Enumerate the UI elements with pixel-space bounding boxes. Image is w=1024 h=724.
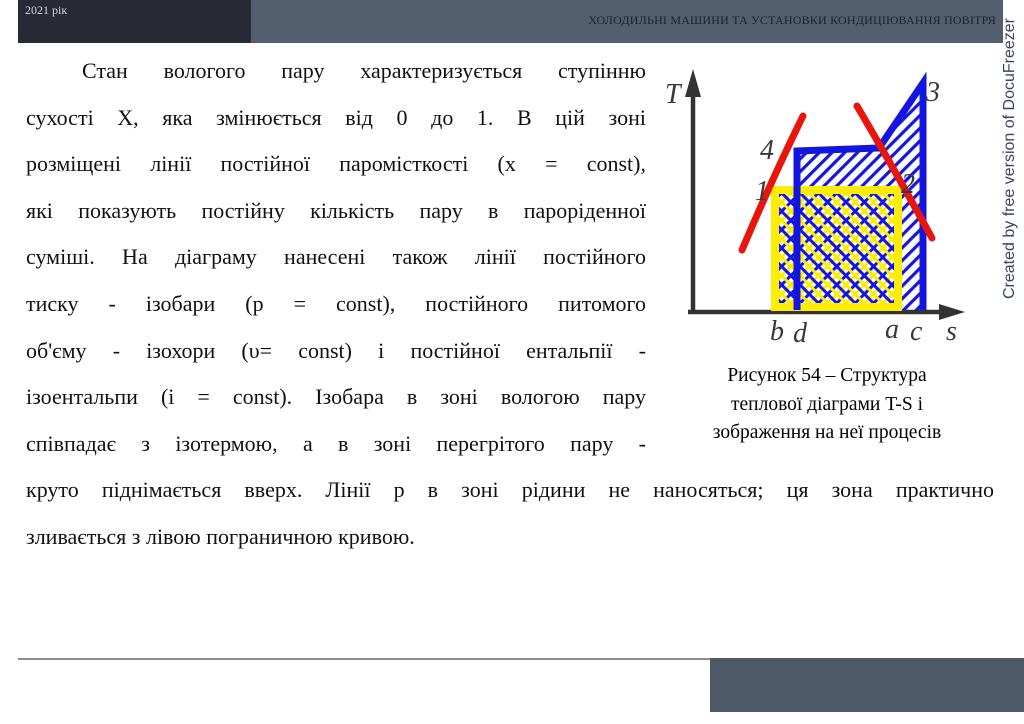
footer-divider bbox=[18, 658, 710, 660]
caption-line: теплової діаграми T-S і bbox=[730, 393, 923, 415]
year-bar bbox=[18, 0, 251, 43]
s-tick-a: a bbox=[885, 314, 899, 345]
text-line: ізоентальпи (і = const). Ізобара в зоні вологою пару bbox=[26, 384, 646, 410]
s-tick-c: c bbox=[910, 316, 923, 347]
year-label: 2021 рік bbox=[25, 3, 68, 17]
paragraph-wide bbox=[26, 467, 994, 560]
text-line: суміші. На діаграму нанесені також лінії постійного bbox=[26, 244, 646, 270]
course-title: ХОЛОДИЛЬНІ МАШИНИ ТА УСТАНОВКИ КОНДИЦІЮВАННЯ ПОВІТРЯ bbox=[588, 13, 996, 27]
text-line: розміщені лінії постійної паромісткості (х = const), bbox=[26, 151, 646, 177]
t-axis-label: T bbox=[665, 79, 681, 110]
text-line: зливається з лівою пограничною кривою. bbox=[26, 523, 415, 549]
header-bar bbox=[251, 0, 1003, 43]
s-tick-d: d bbox=[793, 318, 807, 349]
s-tick-b: b bbox=[770, 316, 784, 347]
s-axis-label: s bbox=[946, 316, 957, 347]
text-line: співпадає з ізотермою, а в зоні перегрітого пару - bbox=[26, 430, 646, 456]
footer-accent-box bbox=[710, 658, 1024, 712]
caption-line: зображення на неї процесів bbox=[712, 422, 942, 443]
t-axis-arrow bbox=[685, 69, 701, 97]
point-label-4: 4 bbox=[760, 135, 774, 166]
text-line: тиску - ізобари (р = const), постійного питомого bbox=[26, 290, 646, 316]
text-line: Стан вологого пару характеризується ступінню bbox=[82, 58, 646, 83]
text-line: які показують постійну кількість пару в пароріденної bbox=[26, 197, 646, 223]
ts-diagram bbox=[660, 55, 1005, 355]
caption-line: Рисунок 54 – Структура bbox=[727, 365, 927, 386]
point-label-1: 1 bbox=[755, 176, 769, 207]
watermark-text: Created by free version of DocuFreezer bbox=[1001, 17, 1018, 299]
paragraph-narrow bbox=[26, 48, 646, 467]
yellow-rect-region bbox=[775, 190, 898, 307]
text-line: круто піднімається вверх. Лінії р в зоні рідини не наносяться; ця зона практично bbox=[26, 477, 994, 502]
text-line: сухості Х, яка змінюється від 0 до 1. В цій зоні bbox=[26, 104, 646, 130]
text-line: об'єму - ізохори (υ= const) і постійної ентальпії - bbox=[26, 337, 646, 363]
point-label-2: 2 bbox=[901, 169, 915, 200]
figure-caption bbox=[662, 362, 992, 448]
point-label-3: 3 bbox=[926, 77, 940, 108]
